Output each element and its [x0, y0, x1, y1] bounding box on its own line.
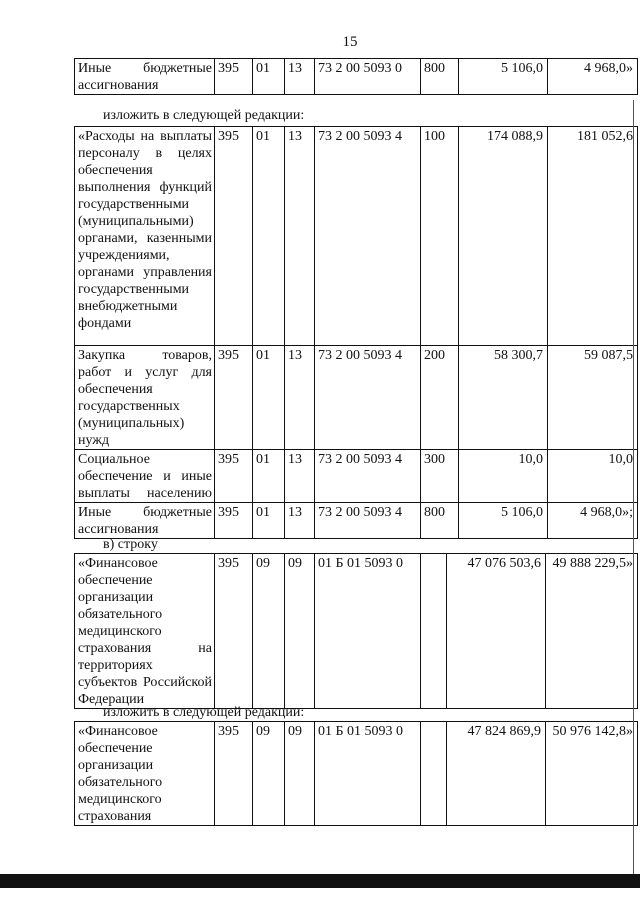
cell-amount-1: 5 106,0	[459, 503, 548, 539]
cell-subsection: 13	[285, 127, 315, 346]
cell-subsection: 09	[285, 554, 315, 709]
string-label: в) строку	[103, 537, 158, 552]
cell-amount-1: 58 300,7	[459, 346, 548, 450]
row-name: Иные бюджетные ассигнования	[75, 59, 215, 95]
cell-amount-1: 47 824 869,9	[447, 722, 546, 826]
table-row	[75, 127, 638, 346]
cell-subsection: 13	[285, 59, 315, 95]
cell-section: 01	[253, 503, 285, 539]
cell-section: 01	[253, 127, 285, 346]
table-row	[75, 722, 638, 826]
budget-table-original-row	[74, 58, 638, 95]
row-name: Социальное обеспечение и иные выплаты населению	[75, 450, 215, 503]
cell-ministry: 395	[215, 127, 253, 346]
table-row	[75, 503, 638, 539]
cell-section: 09	[253, 554, 285, 709]
cell-target-code: 73 2 00 5093 4	[315, 346, 421, 450]
table-row	[75, 59, 638, 95]
cell-amount-2: 50 976 142,8»	[546, 722, 638, 826]
row-name: Закупка товаров, работ и услуг для обеспечения государственных (муниципальных) нужд	[75, 346, 215, 450]
row-name: «Финансовое обеспечение организации обязательного медицинского страхования	[75, 722, 215, 826]
table-row	[75, 450, 638, 503]
cell-amount-2: 10,0	[548, 450, 638, 503]
cell-ministry: 395	[215, 503, 253, 539]
cell-amount-1: 174 088,9	[459, 127, 548, 346]
cell-amount-2: 59 087,5	[548, 346, 638, 450]
cell-ministry: 395	[215, 346, 253, 450]
cell-amount-1: 10,0	[459, 450, 548, 503]
row-name: «Финансовое обеспечение организации обязательного медицинского страхования на территориях субъектов Российской Федерации	[75, 554, 215, 709]
cell-expense-type: 100	[421, 127, 459, 346]
cell-expense-type: 200	[421, 346, 459, 450]
cell-subsection: 09	[285, 722, 315, 826]
cell-expense-type: 800	[421, 503, 459, 539]
cell-amount-1: 5 106,0	[459, 59, 548, 95]
cell-amount-2: 181 052,6	[548, 127, 638, 346]
cell-target-code: 73 2 00 5093 4	[315, 503, 421, 539]
budget-table-edited-rows	[74, 126, 638, 539]
cell-target-code: 73 2 00 5093 4	[315, 127, 421, 346]
cell-expense-type: 800	[421, 59, 459, 95]
cell-section: 01	[253, 450, 285, 503]
cell-target-code: 73 2 00 5093 4	[315, 450, 421, 503]
budget-table-string-row	[74, 553, 638, 709]
table-row	[75, 554, 638, 709]
cell-amount-2: 49 888 229,5»	[546, 554, 638, 709]
cell-section: 09	[253, 722, 285, 826]
cell-ministry: 395	[215, 450, 253, 503]
cell-expense-type	[421, 554, 447, 709]
cell-subsection: 13	[285, 450, 315, 503]
cell-ministry: 395	[215, 722, 253, 826]
cell-subsection: 13	[285, 346, 315, 450]
row-name: «Расходы на выплаты персоналу в целях обеспечения выполнения функций государственными (муниципальными) органами, казенными учреждениями, органами управления государственными внебюджетными фондами	[75, 127, 215, 346]
cell-target-code: 73 2 00 5093 0	[315, 59, 421, 95]
cell-amount-2: 4 968,0»;	[548, 503, 638, 539]
table-row	[75, 346, 638, 450]
cell-section: 01	[253, 346, 285, 450]
budget-table-string-edited	[74, 721, 638, 826]
scan-bottom-edge	[0, 874, 640, 888]
cell-amount-2: 4 968,0»	[548, 59, 638, 95]
scan-edge-line	[633, 100, 634, 880]
cell-target-code: 01 Б 01 5093 0	[315, 554, 421, 709]
cell-ministry: 395	[215, 554, 253, 709]
cell-target-code: 01 Б 01 5093 0	[315, 722, 421, 826]
page-number: 15	[342, 34, 358, 50]
edit-instruction-label: изложить в следующей редакции:	[103, 705, 305, 720]
edit-instruction-label: изложить в следующей редакции:	[103, 108, 305, 123]
cell-ministry: 395	[215, 59, 253, 95]
cell-amount-1: 47 076 503,6	[447, 554, 546, 709]
row-name: Иные бюджетные ассигнования	[75, 503, 215, 539]
cell-expense-type: 300	[421, 450, 459, 503]
cell-section: 01	[253, 59, 285, 95]
cell-expense-type	[421, 722, 447, 826]
cell-subsection: 13	[285, 503, 315, 539]
